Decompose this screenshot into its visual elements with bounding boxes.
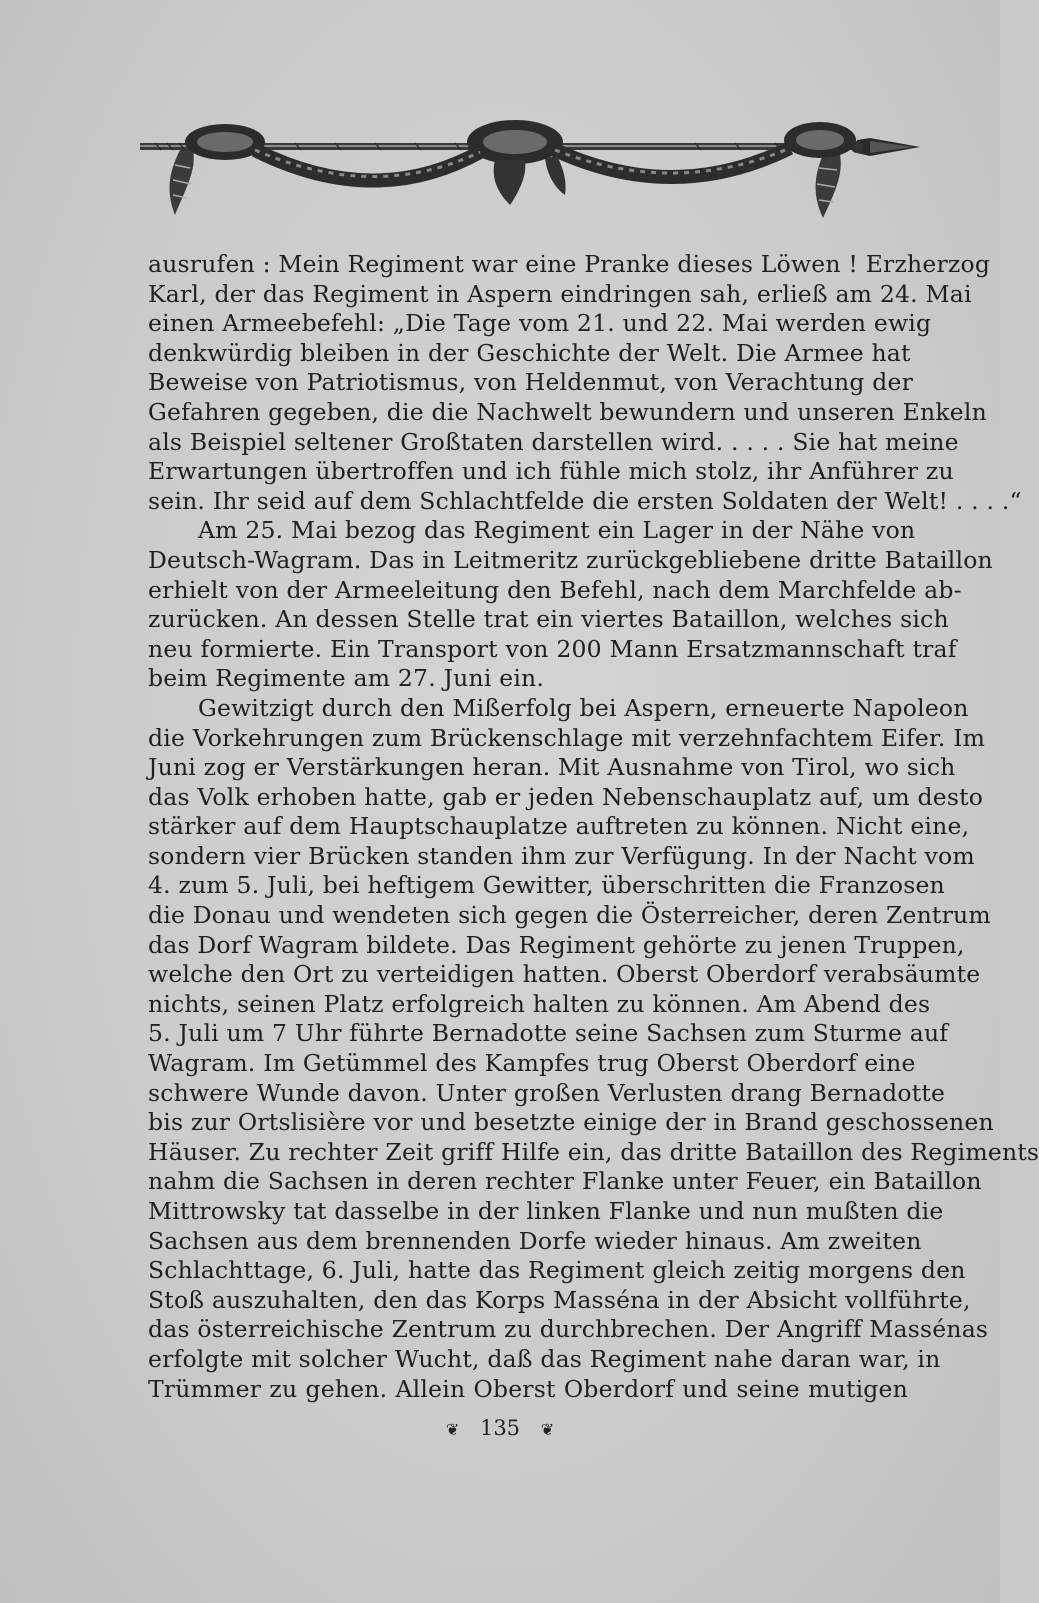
text-line: Beweise von Patriotismus, von Heldenmut, von Verachtung der — [148, 368, 914, 397]
text-line: Gefahren gegeben, die die Nachwelt bewundern und unseren Enkeln — [148, 397, 987, 426]
text-line: Am 25. Mai bezog das Regiment ein Lager in der Nähe von — [198, 516, 916, 545]
page-number: 135 — [479, 1416, 521, 1440]
text-line: Sachsen aus dem brennenden Dorfe wieder hinaus. Am zweiten — [148, 1226, 922, 1255]
text-line: Deutsch-Wagram. Das in Leitmeritz zurückgebliebene dritte Bataillon — [148, 545, 993, 574]
text-line: Häuser. Zu rechter Zeit griff Hilfe ein, das dritte Bataillon des Regiments — [148, 1137, 1039, 1166]
text-line: welche den Ort zu verteidigen hatten. Oberst Oberdorf verabsäumte — [148, 960, 981, 989]
text-line: Stoß auszuhalten, den das Korps Masséna in der Absicht vollführte, — [148, 1285, 971, 1314]
text-line: nichts, seinen Platz erfolgreich halten zu können. Am Abend des — [148, 989, 931, 1018]
text-line: Gewitzigt durch den Mißerfolg bei Aspern, erneuerte Napoleon — [198, 693, 969, 722]
text-line: neu formierte. Ein Transport von 200 Mann Ersatzmannschaft traf — [148, 634, 957, 663]
text-line: Mittrowsky tat dasselbe in der linken Flanke und nun mußten die — [148, 1197, 944, 1225]
text-line: erfolgte mit solcher Wucht, daß das Regiment nahe daran war, in — [148, 1344, 941, 1373]
garland-spear-ornament — [135, 110, 925, 230]
text-line: 5. Juli um 7 Uhr führte Bernadotte seine Sachsen zum Sturme auf — [148, 1019, 949, 1048]
text-line: die Donau und wendeten sich gegen die Österreicher, deren Zentrum — [148, 901, 991, 930]
text-line: bis zur Ortslisière vor und besetzte einige der in Brand geschossenen — [148, 1108, 994, 1137]
text-line: einen Armeebefehl: „Die Tage vom 21. und 22. Mai werden ewig — [148, 309, 932, 338]
body-text — [148, 250, 1039, 1404]
text-line: stärker auf dem Hauptschauplatze auftreten zu können. Nicht eine, — [148, 812, 970, 841]
left-fleuron-icon: ❦ — [445, 1420, 460, 1439]
text-line: Wagram. Im Getümmel des Kampfes trug Oberst Oberdorf eine — [148, 1049, 916, 1078]
text-line: Erwartungen übertroffen und ich fühle mich stolz, ihr Anführer zu — [148, 457, 954, 486]
text-line: ausrufen : Mein Regiment war eine Pranke dieses Löwen ! Erzherzog — [148, 250, 991, 278]
page-number-footer — [0, 1416, 1000, 1440]
text-line: nahm die Sachsen in deren rechter Flanke unter Feuer, ein Bataillon — [148, 1167, 982, 1196]
text-line: als Beispiel seltener Großtaten darstellen wird. . . . . Sie hat meine — [148, 427, 959, 456]
text-line: beim Regimente am 27. Juni ein. — [148, 664, 545, 693]
text-line: die Vorkehrungen zum Brückenschlage mit verzehnfachtem Eifer. Im — [148, 723, 986, 752]
text-line: zurücken. An dessen Stelle trat ein viertes Bataillon, welches sich — [148, 605, 949, 634]
text-line: das österreichische Zentrum zu durchbrechen. Der Angriff Massénas — [148, 1315, 989, 1344]
text-line: Schlachttage, 6. Juli, hatte das Regiment gleich zeitig morgens den — [148, 1256, 966, 1285]
text-line: sein. Ihr seid auf dem Schlachtfelde die ersten Soldaten der Welt! . . . .“ — [148, 486, 1022, 515]
text-line: denkwürdig bleiben in der Geschichte der Welt. Die Armee hat — [148, 338, 911, 367]
text-line: 4. zum 5. Juli, bei heftigem Gewitter, überschritten die Franzosen — [148, 871, 945, 900]
text-line: Karl, der das Regiment in Aspern eindringen sah, erließ am 24. Mai — [148, 279, 972, 308]
text-line: das Dorf Wagram bildete. Das Regiment gehörte zu jenen Truppen, — [148, 930, 965, 959]
text-line: das Volk erhoben hatte, gab er jeden Nebenschauplatz auf, um desto — [148, 782, 984, 811]
text-line: Trümmer zu gehen. Allein Oberst Oberdorf und seine mutigen — [148, 1374, 908, 1403]
text-line: schwere Wunde davon. Unter großen Verlusten drang Bernadotte — [148, 1078, 946, 1107]
right-fleuron-icon: ❦ — [540, 1420, 555, 1439]
text-line: sondern vier Brücken standen ihm zur Verfügung. In der Nacht vom — [148, 841, 975, 870]
text-line: erhielt von der Armeeleitung den Befehl, nach dem Marchfelde ab- — [148, 575, 962, 604]
text-line: Juni zog er Verstärkungen heran. Mit Ausnahme von Tirol, wo sich — [148, 753, 956, 782]
